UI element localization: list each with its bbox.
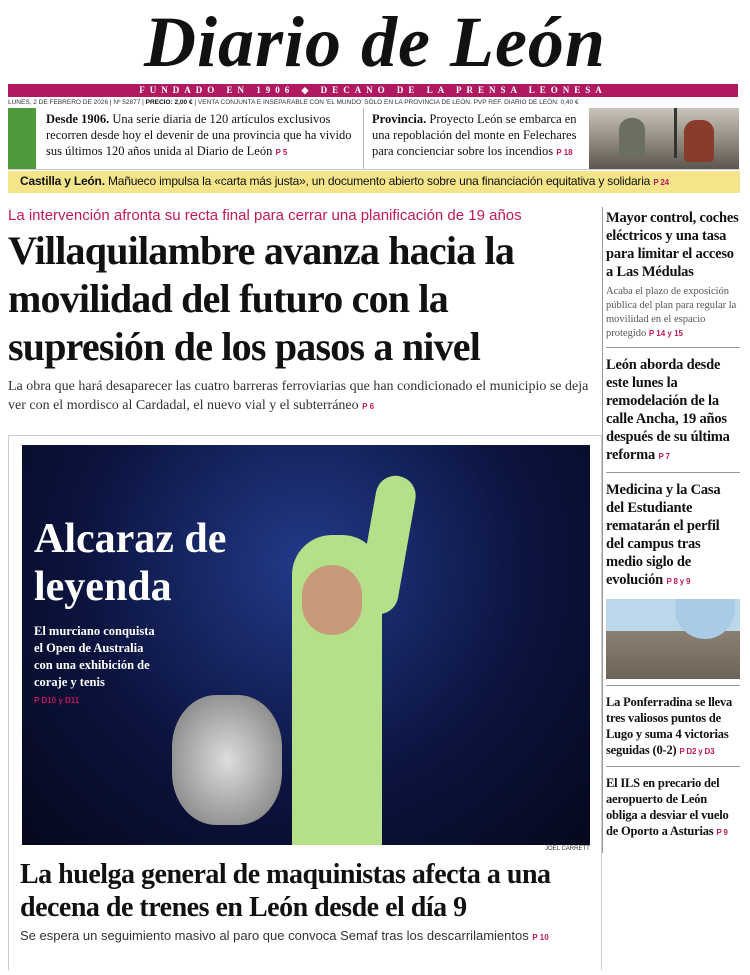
bottom-deck: Se espera un seguimiento masivo al paro que convoca Semaf tras los descarrilamientos P 10 <box>20 928 549 943</box>
side-story-calle-ancha[interactable]: León aborda desde este lunes la remodelación de la calle Ancha, 19 años después de su última reforma P 7 <box>606 354 740 473</box>
hero-text: El murciano conquista el Open de Australia con una exhibición de coraje y tenis P D10 y D11 <box>34 624 155 705</box>
hero-title: Alcaraz de leyenda <box>34 516 227 610</box>
price: PRECIO: 2,00 € <box>145 99 193 106</box>
bottom-story <box>20 858 598 946</box>
side-story-medulas[interactable]: Mayor control, coches eléctricos y una tasa para limitar el acceso a Las Médulas Acaba el plazo de exposición pública del plan para regular la movilidad en el espacio protegido P 14 y 15 <box>606 207 740 348</box>
main-deck: La obra que hará desaparecer las cuatro barreras ferroviarias que han condicionado el municipio se deja ver con el mordisco al Cardadal, el nuevo vial y el subterráneo P 6 <box>8 379 589 413</box>
side-column <box>602 207 740 853</box>
masthead-tagline: FUNDADO EN 1906 ◆ DECANO DE LA PRENSA LEONESA <box>8 84 738 97</box>
hero-photo[interactable] <box>22 445 590 845</box>
green-accent <box>8 108 36 169</box>
side-story-campus[interactable]: Medicina y la Casa del Estudiante rematarán el perfil del campus tras medio siglo de evolución P 8 y 9 <box>606 479 740 686</box>
teaser-desde-1906[interactable]: Desde 1906. Una serie diaria de 120 artículos exclusivos recorren desde hoy el devenir de una provincia que ha vivido sus últimos 120 años unida al Diario de León P 5 <box>46 108 364 169</box>
side-story-ils[interactable]: El ILS en precario del aeropuerto de León obliga a desviar el vuelo de Oporto a Asturias P 9 <box>606 776 729 838</box>
date: LUNES, 2 DE FEBRERO DE 2026 | Nº 52877 | <box>8 99 144 106</box>
teaser-provincia[interactable]: Provincia. Proyecto León se embarca en una repoblación del monte en Felechares para concienciar sobre los incendios P 18 <box>372 112 577 158</box>
masthead-title: Diario de León <box>144 2 606 82</box>
repoblacion-photo <box>589 108 739 169</box>
banner-castilla-leon[interactable]: Castilla y León. Mañueco impulsa la «carta más justa», un documento abierto sobre una financiación equitativa y solidaria P 24 <box>8 171 740 193</box>
top-teasers <box>8 108 740 170</box>
dateline <box>8 98 740 107</box>
sale-note: | VENTA CONJUNTA E INSEPARABLE CON 'EL MUNDO' SÓLO EN LA PROVINCIA DE LEÓN. PVP REF. DIARIO DE LEÓN: 0,40 € <box>194 99 579 106</box>
photo-credit: JOEL CARRETT <box>545 846 590 852</box>
hero-page: P D10 y D11 <box>34 696 80 705</box>
hero-text-block <box>34 515 274 709</box>
main-kicker: La intervención afronta su recta final para cerrar una planificación de 19 años <box>8 207 522 224</box>
side-story-ponferradina[interactable]: La Ponferradina se lleva tres valiosos puntos de Lugo y suma 4 victorias seguidas (0-2) P D2 y D3 <box>606 692 740 767</box>
bottom-headline[interactable]: La huelga general de maquinistas afecta a una decena de trenes en León desde el día 9 <box>20 859 551 923</box>
main-headline[interactable]: Villaquilambre avanza hacia la movilidad del futuro con la supresión de los pasos a nivel <box>8 228 515 369</box>
campus-photo <box>606 599 740 679</box>
